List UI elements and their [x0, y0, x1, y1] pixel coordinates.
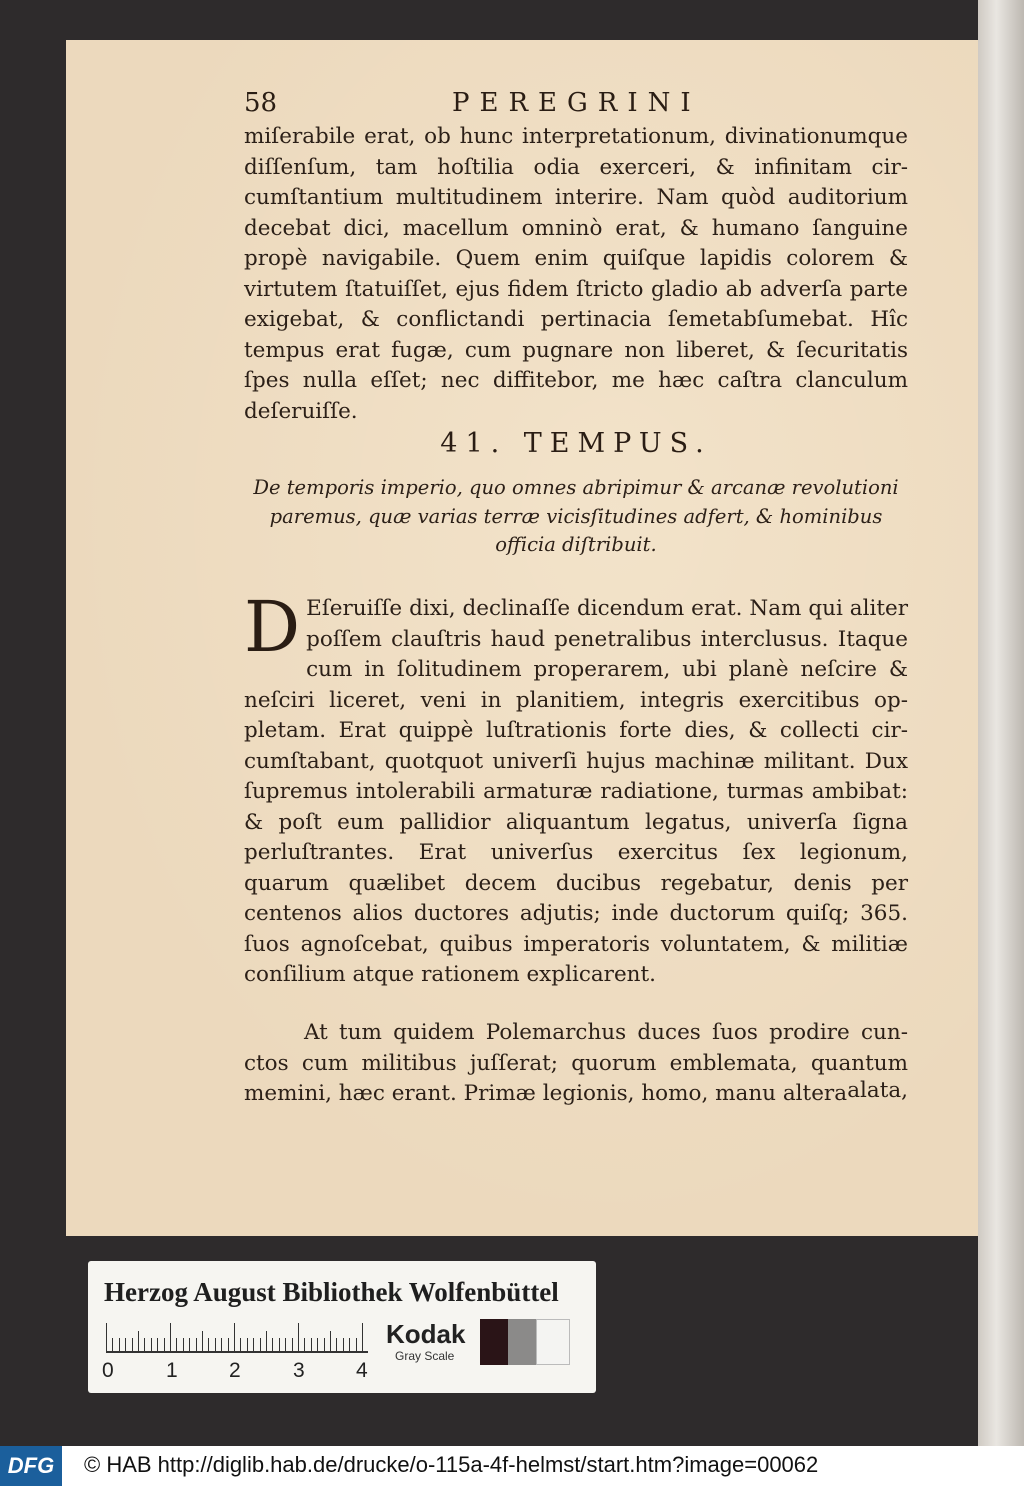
ruler-tick [272, 1338, 273, 1351]
scale-label-2: 2 [229, 1359, 241, 1382]
ruler-tick [343, 1338, 344, 1351]
swatch-light [536, 1319, 570, 1365]
ruler-tick [144, 1338, 145, 1351]
book-page [66, 40, 978, 1236]
library-name: Herzog August Bibliothek Wolfenbüttel [104, 1277, 559, 1307]
paragraph-2-block [244, 586, 908, 991]
ruler-tick [228, 1338, 229, 1351]
adjacent-page-edge [978, 0, 1024, 1446]
catchword: alata, [847, 1078, 908, 1103]
ruler-tick [157, 1338, 158, 1351]
paragraph-3: At tum quidem Polemarchus duces ſuos prodire cunctos cum militibus juſſerat; quorum emblemata, quantum memini, hæc erant. Primæ legionis, homo, manu altera [244, 1020, 908, 1106]
scale-label-0: 0 [102, 1359, 114, 1382]
ruler-tick [119, 1338, 120, 1351]
library-scale-card [88, 1261, 596, 1393]
section-summary: De temporis imperio, quo omnes abripimur & arcanæ revolutioni paremus, quæ varias terræ vicisſitudines adfert, & hominibus officia diſtribuit. [253, 476, 899, 556]
ruler-tick [356, 1338, 357, 1351]
ruler-tick [362, 1323, 363, 1351]
ruler-tick [138, 1331, 139, 1351]
ruler-tick [266, 1331, 267, 1351]
kodak-logo: Kodak [386, 1319, 466, 1349]
ruler-tick [311, 1338, 312, 1351]
swatch-mid [508, 1319, 536, 1365]
ruler-tick [112, 1338, 113, 1351]
copyright-link[interactable]: © HAB http://diglib.hab.de/drucke/o-115a-4f-helmst/start.htm?image=00062 [84, 1452, 819, 1477]
dfg-logo: DFG [0, 1446, 62, 1486]
ruler-tick [247, 1338, 248, 1351]
page-number: 58 [244, 88, 278, 118]
ruler-tick [221, 1338, 222, 1351]
scale-label-4: 4 [356, 1359, 368, 1382]
ruler-tick [298, 1323, 299, 1351]
ruler-tick [196, 1338, 197, 1351]
ruler-tick [151, 1338, 152, 1351]
ruler-tick [202, 1331, 203, 1351]
ruler-tick [253, 1338, 254, 1351]
paragraph-1: miſerabile erat, ob hunc interpretationum, divinationumque diſſenſum, tam hoſtilia odia exerceri, & infinitam circumſtantium multitudinem interire. Nam quòd auditorium decebat dici, macellum omninò erat, & humano ſanguine propè navigabile. Quem enim quiſque lapidis colorem & virtutem ſtatuiſſet, ejus fidem ſtricto gladio ab adverſa parte exigebat, & conflictandi pertinacia ſemetabſumebat. Hîc tempus erat fugæ, cum pugnare non liberet, & ſecuritatis ſpes nulla eſſet; nec diffitebor, me hæc caſtra clanculum deſeruiſſe. [244, 124, 908, 424]
ruler-tick [132, 1338, 133, 1351]
footer-bar [0, 1446, 1024, 1486]
ruler-tick [183, 1338, 184, 1351]
ruler-tick [317, 1338, 318, 1351]
ruler-tick [292, 1338, 293, 1351]
ruler-tick [208, 1338, 209, 1351]
measurement-ruler [106, 1321, 368, 1353]
section-title: 41. TEMPUS. [440, 428, 712, 459]
ruler-tick [164, 1338, 165, 1351]
ruler-tick [240, 1338, 241, 1351]
ruler-tick [336, 1338, 337, 1351]
ruler-tick [215, 1338, 216, 1351]
ruler-tick [285, 1338, 286, 1351]
scale-label-1: 1 [166, 1359, 178, 1382]
ruler-tick [260, 1338, 261, 1351]
ruler-tick [176, 1338, 177, 1351]
ruler-tick [189, 1338, 190, 1351]
ruler-tick [125, 1338, 126, 1351]
ruler-tick [330, 1331, 331, 1351]
scale-label-3: 3 [293, 1359, 305, 1382]
ruler-tick [279, 1338, 280, 1351]
gray-scale-label: Gray Scale [395, 1349, 455, 1363]
paragraph-2: Eſeruiſſe dixi, declinaſſe dicendum erat. Nam qui aliter poſſem clauſtris haud penetralibus interclusus. Itaque cum in ſolitudinem properarem, ubi planè neſcire & neſciri liceret, veni in planitiem, integris exercitibus oppletam. Erat quippè luſtrationis forte dies, & collecti circumſtabant, quotquot univerſi hujus machinæ militant. Dux ſupremus intolerabili armaturæ radiatione, turmas ambibat: & poſt eum pallidior aliquantum legatus, univerſa ſigna perluſtrantes. Erat univerſus exercitus ſex legionum, quarum quælibet decem ducibus regebatur, denis per centenos alios ductores adjutis; inde ductorum quiſq; 365. ſuos agnoſcebat, quibus imperatoris voluntatem, & militiæ conſilium atque rationem explicarent. [244, 596, 908, 987]
swatch-dark [480, 1319, 508, 1365]
running-head: PEREGRINI [452, 88, 701, 118]
ruler-tick [349, 1338, 350, 1351]
drop-cap: D [244, 586, 301, 668]
ruler-tick [170, 1323, 171, 1351]
ruler-tick [234, 1323, 235, 1351]
ruler-tick [304, 1338, 305, 1351]
ruler-tick [324, 1338, 325, 1351]
ruler-tick [106, 1323, 107, 1351]
